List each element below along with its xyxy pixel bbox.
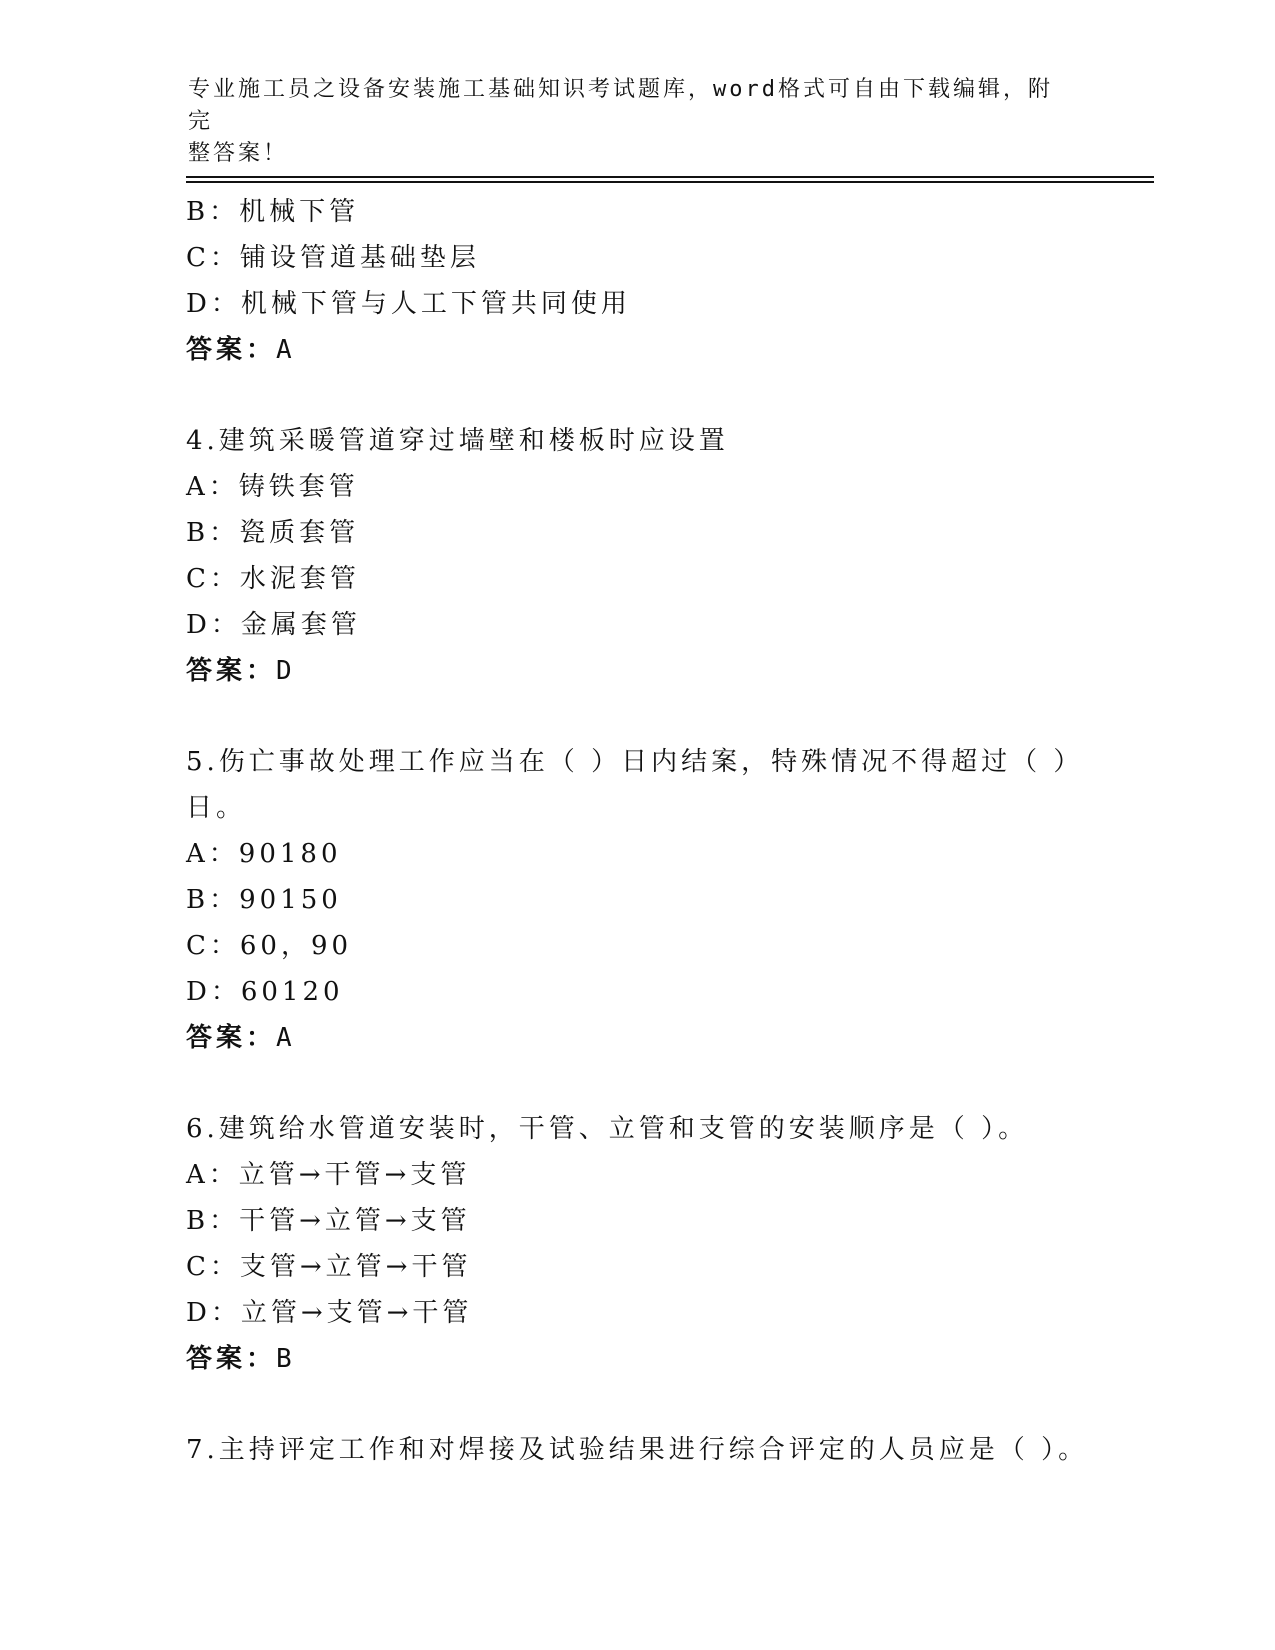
option-d: D：立管→支管→干管	[186, 1298, 473, 1328]
answer-value: A	[276, 1023, 296, 1053]
question-5-block	[186, 739, 1086, 1061]
answer-line	[186, 648, 1086, 694]
option-a: A：90180	[186, 839, 342, 869]
answer-line	[186, 327, 1086, 373]
header-line-2: 整答案！	[188, 141, 289, 166]
option-a: A：立管→干管→支管	[186, 1160, 471, 1190]
question-7-block	[186, 1427, 1089, 1473]
header-divider-top	[186, 176, 1154, 178]
option-d: D：机械下管与人工下管共同使用	[186, 289, 631, 319]
option-b: B：机械下管	[186, 197, 360, 227]
answer-value: B	[276, 1344, 296, 1374]
header-line-1: 专业施工员之设备安装施工基础知识考试题库，word格式可自由下载编辑，附完	[188, 77, 1053, 134]
option-b: B：瓷质套管	[186, 518, 360, 548]
question-text: 7.主持评定工作和对焊接及试验结果进行综合评定的人员应是（ ）。	[186, 1435, 1089, 1465]
question-text-line-2: 日。	[186, 793, 247, 823]
spacer	[186, 1061, 1086, 1106]
option-d: D：60120	[186, 977, 344, 1007]
question-text: 6.建筑给水管道安装时，干管、立管和支管的安装顺序是（ ）。	[186, 1114, 1029, 1144]
option-d: D：金属套管	[186, 610, 361, 640]
question-list	[186, 189, 1089, 1473]
option-a: A：铸铁套管	[186, 472, 359, 502]
answer-label: 答案：	[186, 1344, 277, 1374]
answer-label: 答案：	[186, 335, 277, 365]
question-6-block	[186, 1106, 1086, 1382]
spacer	[186, 1382, 1086, 1427]
question-3-block	[186, 189, 1086, 373]
option-c: C：支管→立管→干管	[186, 1252, 472, 1282]
answer-value: D	[276, 656, 296, 686]
option-c: C：60，90	[186, 931, 353, 961]
spacer	[186, 373, 1086, 418]
option-c: C：铺设管道基础垫层	[186, 243, 480, 273]
option-b: B：90150	[186, 885, 342, 915]
question-text: 4.建筑采暖管道穿过墙壁和楼板时应设置	[186, 426, 729, 456]
answer-label: 答案：	[186, 656, 277, 686]
answer-label: 答案：	[186, 1023, 277, 1053]
header-divider-bottom	[186, 181, 1154, 183]
question-text-line-1: 5.伤亡事故处理工作应当在（ ）日内结案，特殊情况不得超过（ ）	[186, 747, 1084, 777]
option-b: B：干管→立管→支管	[186, 1206, 471, 1236]
answer-line	[186, 1336, 1086, 1382]
answer-line	[186, 1015, 1086, 1061]
option-c: C：水泥套管	[186, 564, 360, 594]
question-4-block	[186, 418, 1086, 694]
answer-value: A	[276, 335, 296, 365]
document-header	[188, 74, 1068, 170]
spacer	[186, 694, 1086, 739]
